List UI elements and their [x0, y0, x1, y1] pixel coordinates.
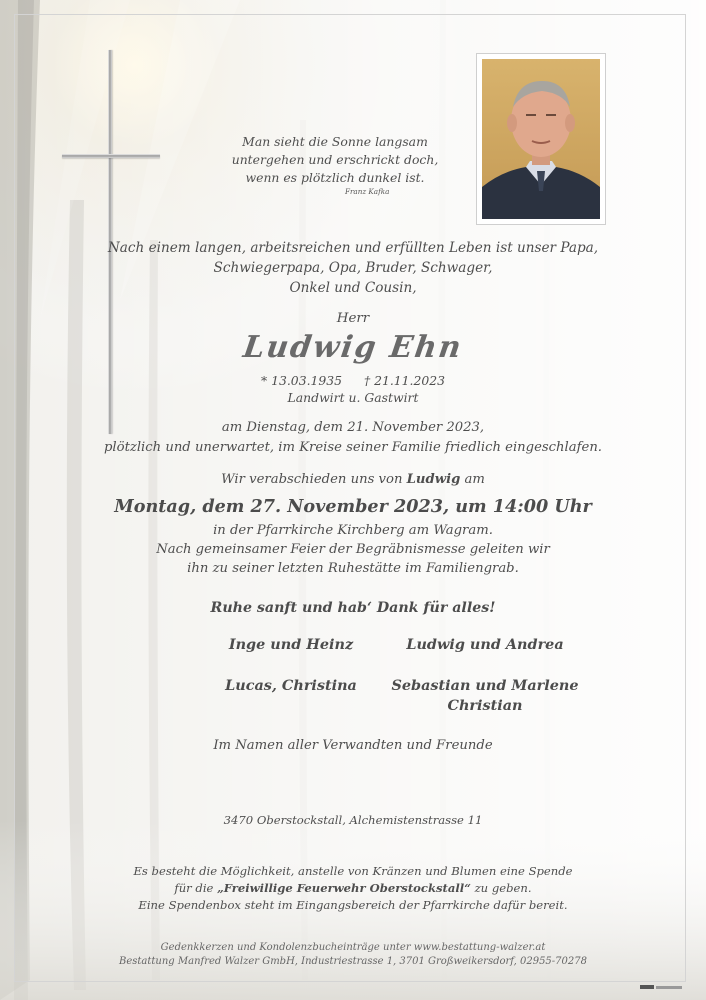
donation-suffix: zu geben. [470, 881, 532, 895]
footer-line-1: Gedenkkerzen und Kondolenzbucheinträge unter www.bestattung-walzer.at [160, 942, 546, 953]
funeral-home-logo [640, 984, 684, 990]
funeral-text-line-2: Nach gemeinsamer Feier der Begräbnismesse geleiten wir [156, 542, 550, 557]
donation-line-2 [0, 881, 706, 895]
family-address: 3470 Oberstockstall, Alchemistenstrasse 11 [223, 813, 483, 827]
portrait-photo [476, 53, 606, 225]
birth-date: * 13.03.1935 [260, 373, 343, 388]
quote-author: Franz Kafka [345, 187, 390, 196]
donation-prefix: für die [174, 881, 218, 895]
rest-in-peace-line: Ruhe sanft und hab‘ Dank für alles! [210, 600, 496, 616]
funeral-text-line-3: ihn zu seiner letzten Ruhestätte im Familiengrab. [187, 561, 519, 576]
funeral-location: in der Pfarrkirche Kirchberg am Wagram. [213, 523, 493, 538]
intro-line-3: Onkel und Cousin, [289, 280, 417, 296]
family-name-2: Ludwig und Andrea [406, 636, 564, 653]
farewell-intro [0, 472, 706, 487]
salutation: Herr [336, 311, 370, 326]
cross-icon-horizontal [62, 154, 160, 158]
farewell-first-name: Ludwig [406, 472, 461, 487]
death-notice-line-2: plötzlich und unerwartet, im Kreise seiner Familie friedlich eingeschlafen. [103, 440, 603, 455]
family-name-3: Lucas, Christina [225, 677, 357, 694]
deceased-name: Ludwig Ehn [241, 330, 465, 365]
footer-line-2: Bestattung Manfred Walzer GmbH, Industriestrasse 1, 3701 Großweikersdorf, 02955-70278 [119, 956, 587, 967]
quote-line-1: Man sieht die Sonne langsam [242, 134, 428, 149]
family-name-1: Inge und Heinz [228, 636, 354, 653]
donation-line-3: Eine Spendenbox steht im Eingangsbereich der Pfarrkirche dafür bereit. [138, 898, 568, 912]
family-name-5: Christian [447, 697, 523, 714]
funeral-date-time: Montag, dem 27. November 2023, um 14:00 Uhr [114, 496, 592, 517]
relatives-line: Im Namen aller Verwandten und Freunde [213, 738, 493, 753]
donation-organisation: „Freiwillige Feuerwehr Oberstockstall“ [217, 881, 471, 895]
death-notice-line-1: am Dienstag, dem 21. November 2023, [221, 420, 485, 435]
intro-line-2: Schwiegerpapa, Opa, Bruder, Schwager, [213, 260, 493, 276]
family-name-4: Sebastian und Marlene [391, 677, 579, 694]
farewell-prefix: Wir verabschieden uns von [221, 472, 407, 487]
death-date: † 21.11.2023 [363, 373, 446, 388]
farewell-suffix: am [460, 472, 485, 487]
intro-line-1: Nach einem langen, arbeitsreichen und erfüllten Leben ist unser Papa, [107, 240, 599, 256]
quote-line-3: wenn es plötzlich dunkel ist. [245, 170, 425, 185]
donation-line-1: Es besteht die Möglichkeit, anstelle von Kränzen und Blumen eine Spende [133, 864, 573, 878]
quote-line-2: untergehen und erschrickt doch, [231, 152, 439, 167]
life-dates [0, 373, 706, 388]
occupation: Landwirt u. Gastwirt [287, 390, 419, 405]
